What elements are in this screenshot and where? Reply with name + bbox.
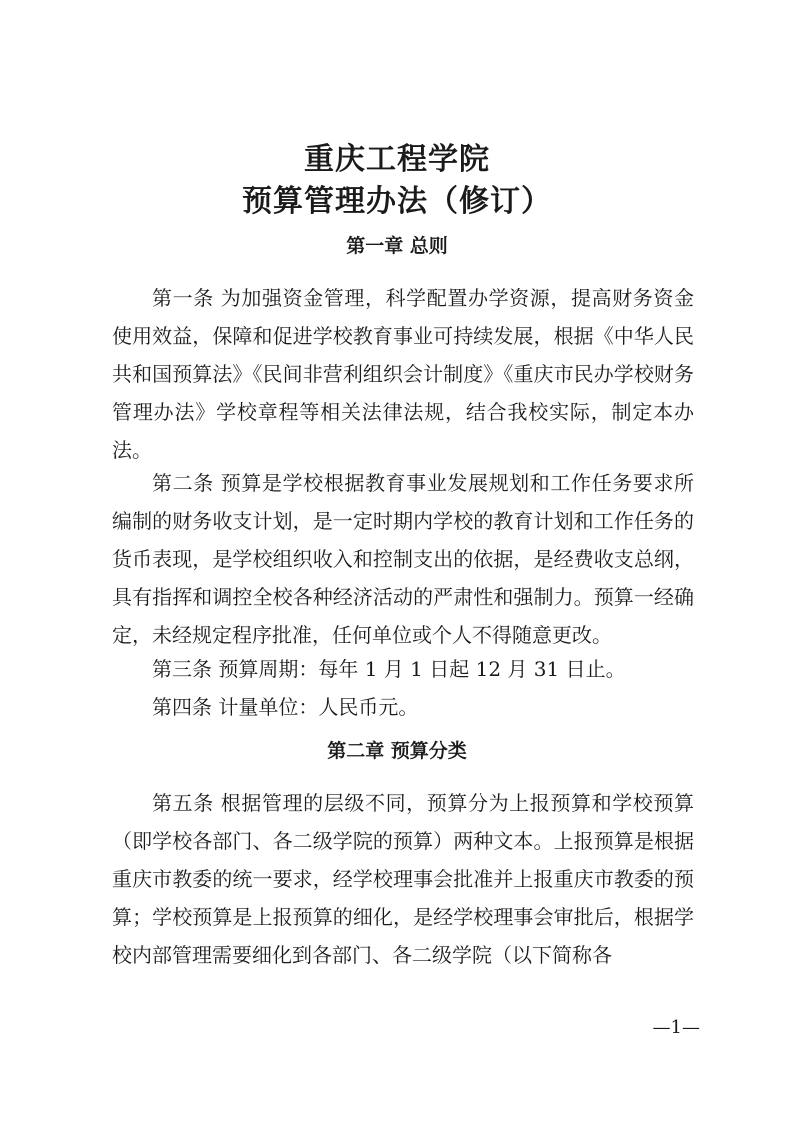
chapter-heading-general: 第一章 总则 xyxy=(346,235,448,257)
chapter-heading-budget-classification: 第二章 预算分类 xyxy=(327,740,467,762)
document-title-line1: 重庆工程学院 xyxy=(304,142,490,177)
article-1-paragraph: 第一条 为加强资金管理，科学配置办学资源，提高财务资金使用效益，保障和促进学校教育事业可持续发展，根据《中华人民共和国预算法》《民间非营利组织会计制度》《重庆市民办学校财务管理办法》学校章程等相关法律法规，结合我校实际，制定本办法。 xyxy=(112,286,694,462)
article-4-paragraph: 第四条 计量单位：人民币元。 xyxy=(152,695,419,719)
article-3-paragraph: 第三条 预算周期：每年 1 月 1 日起 12 月 31 日止。 xyxy=(152,657,626,681)
page-number: —1— xyxy=(652,1017,700,1038)
article-5-paragraph: 第五条 根据管理的层级不同，预算分为上报预算和学校预算（即学校各部门、各二级学院的预算）两种文本。上报预算是根据重庆市教委的统一要求，经学校理事会批准并上报重庆市教委的预算；学校预算是上报预算的细化，是经学校理事会审批后，根据学校内部管理需要细化到各部门、各二级学院（以下简称各 xyxy=(112,791,694,967)
article-2-paragraph: 第二条 预算是学校根据教育事业发展规划和工作任务要求所编制的财务收支计划，是一定时期内学校的教育计划和工作任务的货币表现，是学校组织收入和控制支出的依据，是经费收支总纲，具有指挥和调控全校各种经济活动的严肃性和强制力。预算一经确定，未经规定程序批准，任何单位或个人不得随意更改。 xyxy=(112,471,694,647)
document-title-line2: 预算管理办法（修订） xyxy=(242,184,552,219)
